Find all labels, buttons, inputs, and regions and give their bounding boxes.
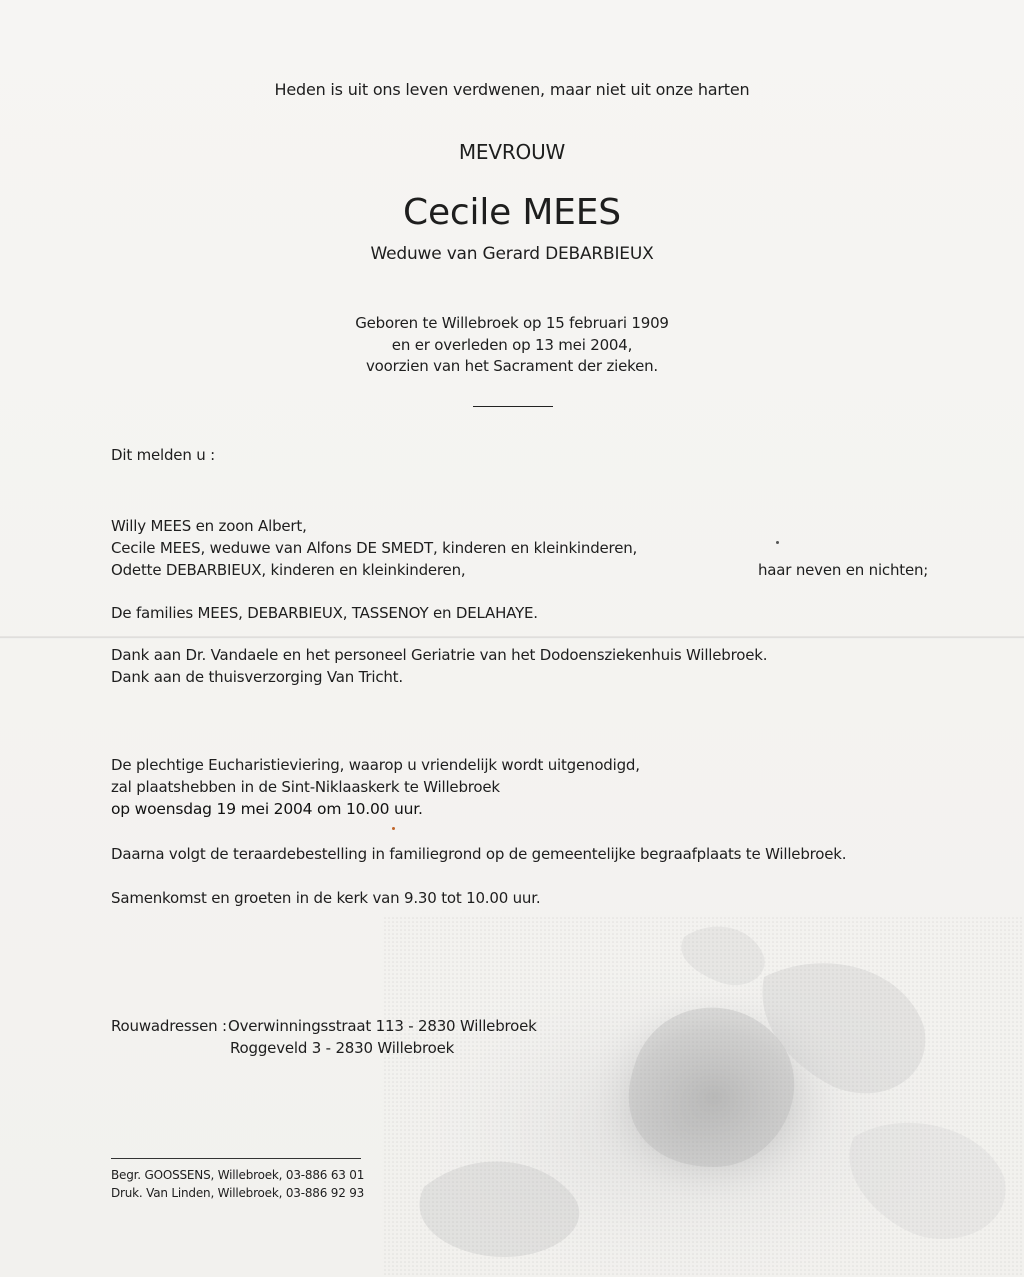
address-line-1: Overwinningsstraat 113 - 2830 Willebroek [228,1017,537,1035]
ceremony-line-1: De plechtige Eucharistieviering, waarop u vriendelijk wordt uitgenodigd, [111,756,640,774]
gathering-line: Samenkomst en groeten in de kerk van 9.30 tot 10.00 uur. [111,889,541,907]
family-line-1: Willy MEES en zoon Albert, [111,517,307,535]
thanks-line-2: Dank aan de thuisverzorging Van Tricht. [111,668,403,686]
footer-rule [111,1158,361,1159]
deceased-name: Cecile MEES [403,192,621,233]
death-line: en er overleden op 13 mei 2004, [391,336,633,354]
sacrament-line: voorzien van het Sacrament der zieken. [366,357,658,375]
families-line: De families MEES, DEBARBIEUX, TASSENOY en DELAHAYE. [111,604,538,622]
family-line-3: Odette DEBARBIEUX, kinderen en kleinkinderen, [111,561,466,579]
thanks-line-1: Dank aan Dr. Vandaele en het personeel Geriatrie van het Dodoensziekenhuis Willebroek. [111,646,768,664]
ceremony-date-line: op woensdag 19 mei 2004 om 10.00 uur. [111,800,423,818]
burial-line: Daarna volgt de teraardebestelling in familiegrond op de gemeentelijke begraafplaats te Willebroek. [111,845,847,863]
cousins-line: haar neven en nichten; [758,561,929,579]
honorific-title: MEVROUW [458,140,566,164]
undertaker-line: Begr. GOOSSENS, Willebroek, 03-886 63 01 [111,1168,365,1182]
widow-of-line: Weduwe van Gerard DEBARBIEUX [370,244,654,264]
rose-watermark-image [384,917,1024,1277]
address-line-2: Roggeveld 3 - 2830 Willebroek [230,1039,455,1057]
family-line-2: Cecile MEES, weduwe van Alfons DE SMEDT, kinderen en kleinkinderen, [111,539,638,557]
divider-rule [473,406,553,407]
birth-line: Geboren te Willebroek op 15 februari 1909 [355,314,669,332]
paper-speck [776,541,779,544]
paper-fold-line [0,636,1024,639]
announce-intro: Dit melden u : [111,446,215,464]
motto-line: Heden is uit ons leven verdwenen, maar niet uit onze harten [274,80,750,99]
addresses-label: Rouwadressen : [111,1017,227,1035]
printer-line: Druk. Van Linden, Willebroek, 03-886 92 93 [111,1186,365,1200]
ceremony-line-2: zal plaatshebben in de Sint-Niklaaskerk te Willebroek [111,778,500,796]
paper-speck [392,827,395,830]
